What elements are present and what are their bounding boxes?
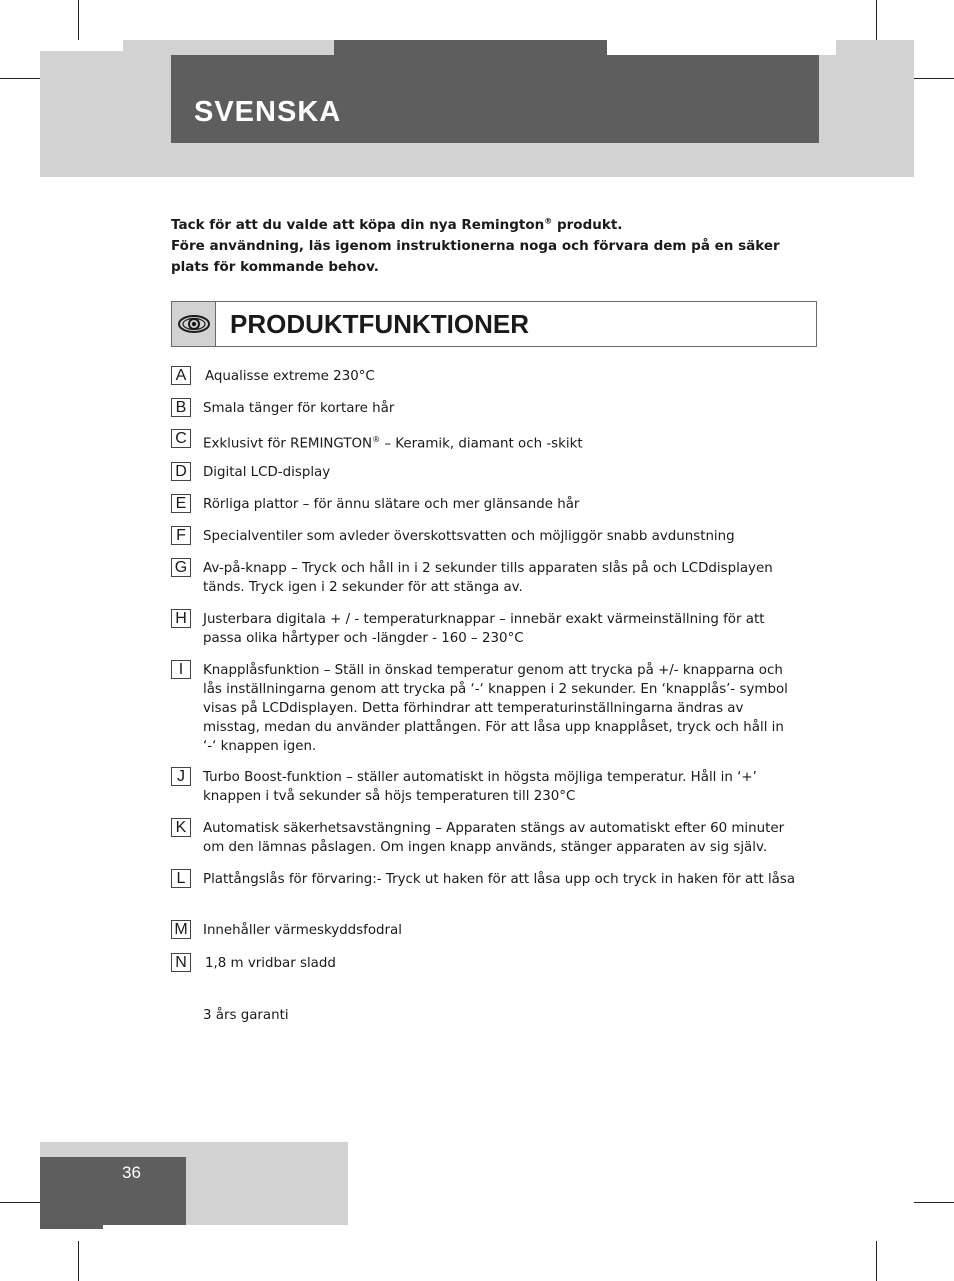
feature-text: Smala tänger för kortare hår xyxy=(203,401,395,416)
page-title: SVENSKA xyxy=(194,96,342,128)
feature-letter: N xyxy=(171,953,191,972)
feature-letter: A xyxy=(171,366,191,385)
footer-tab xyxy=(40,1225,103,1229)
feature-text: Aqualisse extreme 230°C xyxy=(205,369,375,384)
feature-letter: K xyxy=(171,818,191,837)
feature-letter: C xyxy=(171,429,191,448)
feature-letter: L xyxy=(171,869,191,888)
crop-mark xyxy=(78,1241,79,1281)
feature-letter: D xyxy=(171,462,191,481)
section-icon-cell xyxy=(172,302,216,346)
crop-mark xyxy=(914,78,954,79)
header-notch xyxy=(334,40,607,55)
intro-line-1-end: produkt. xyxy=(552,216,623,233)
feature-letter: B xyxy=(171,398,191,417)
feature-letter: I xyxy=(171,660,191,679)
page-number-box xyxy=(40,1157,186,1225)
feature-text: Justerbara digitala + / - temperaturknappar – innebär exakt värmeinställning för att passa olika hårtyper och -längder - 160 – 230°C xyxy=(203,612,765,646)
feature-text xyxy=(203,430,798,453)
crop-mark xyxy=(0,1202,40,1203)
feature-text: Turbo Boost-funktion – ställer automatiskt in högsta möjliga temperatur. Håll in ‘+’ knappen i två sekunder så höjs temperaturen till 230°C xyxy=(203,770,757,804)
feature-letter: H xyxy=(171,609,191,628)
feature-text: Rörliga plattor – för ännu slätare och mer glänsande hår xyxy=(203,497,580,512)
eye-icon xyxy=(177,311,211,337)
feature-text: Plattångslås för förvaring:- Tryck ut haken för att låsa upp och tryck in haken för att låsa xyxy=(203,872,796,887)
feature-text: Av-på-knapp – Tryck och håll in i 2 sekunder tills apparaten slås på och LCDdisplayen tänds. Tryck igen i 2 sekunder för att stänga av. xyxy=(203,561,773,595)
feature-letter: M xyxy=(171,920,191,939)
feature-text: Knapplåsfunktion – Ställ in önskad temperatur genom att trycka på +/- knapparna och lås inställningarna genom att trycka på ‘-‘ knappen i 2 sekunder. En ‘knapplås’- symbol visas på LCDdisplayen. Detta förhindrar att temperaturinställningarna ändras av misstag, medan du använder plattången. För att låsa upp knapplåset, tryck och håll in ‘-‘ knappen igen. xyxy=(203,663,788,754)
feature-text: Digital LCD-display xyxy=(203,465,331,480)
intro-text xyxy=(171,210,791,278)
intro-line-2: Före användning, läs igenom instruktionerna noga och förvara dem på en säker plats för kommande behov. xyxy=(171,237,780,275)
feature-letter: E xyxy=(171,494,191,513)
crop-mark xyxy=(876,1241,877,1281)
feature-text: 1,8 m vridbar sladd xyxy=(205,956,336,971)
guarantee-text: 3 års garanti xyxy=(203,1008,289,1023)
crop-mark xyxy=(78,0,79,40)
crop-mark xyxy=(876,0,877,40)
crop-mark xyxy=(0,78,40,79)
registered-mark: ® xyxy=(372,435,381,444)
header-notch xyxy=(40,40,123,51)
crop-mark xyxy=(914,1202,954,1203)
feature-text: Specialventiler som avleder överskottsvatten och möjliggör snabb avdunstning xyxy=(203,529,735,544)
feature-letter: F xyxy=(171,526,191,545)
header-notch xyxy=(607,40,836,55)
feature-letter: G xyxy=(171,558,191,577)
feature-letter: J xyxy=(171,767,191,786)
section-title: PRODUKTFUNKTIONER xyxy=(230,309,529,339)
page-number: 36 xyxy=(122,1163,141,1182)
feature-text: Automatisk säkerhetsavstängning – Apparaten stängs av automatiskt efter 60 minuter om den lämnas påslagen. Om ingen knapp används, stänger apparaten av sig själv. xyxy=(203,821,785,855)
feature-text-start: Exklusivt för REMINGTON xyxy=(203,436,373,452)
feature-text: Innehåller värmeskyddsfodral xyxy=(203,923,402,938)
feature-text-end: – Keramik, diamant och -skikt xyxy=(380,436,583,452)
registered-mark: ® xyxy=(544,216,553,225)
intro-line-1 xyxy=(171,217,622,233)
intro-line-1-text: Tack för att du valde att köpa din nya Remington xyxy=(171,216,545,233)
